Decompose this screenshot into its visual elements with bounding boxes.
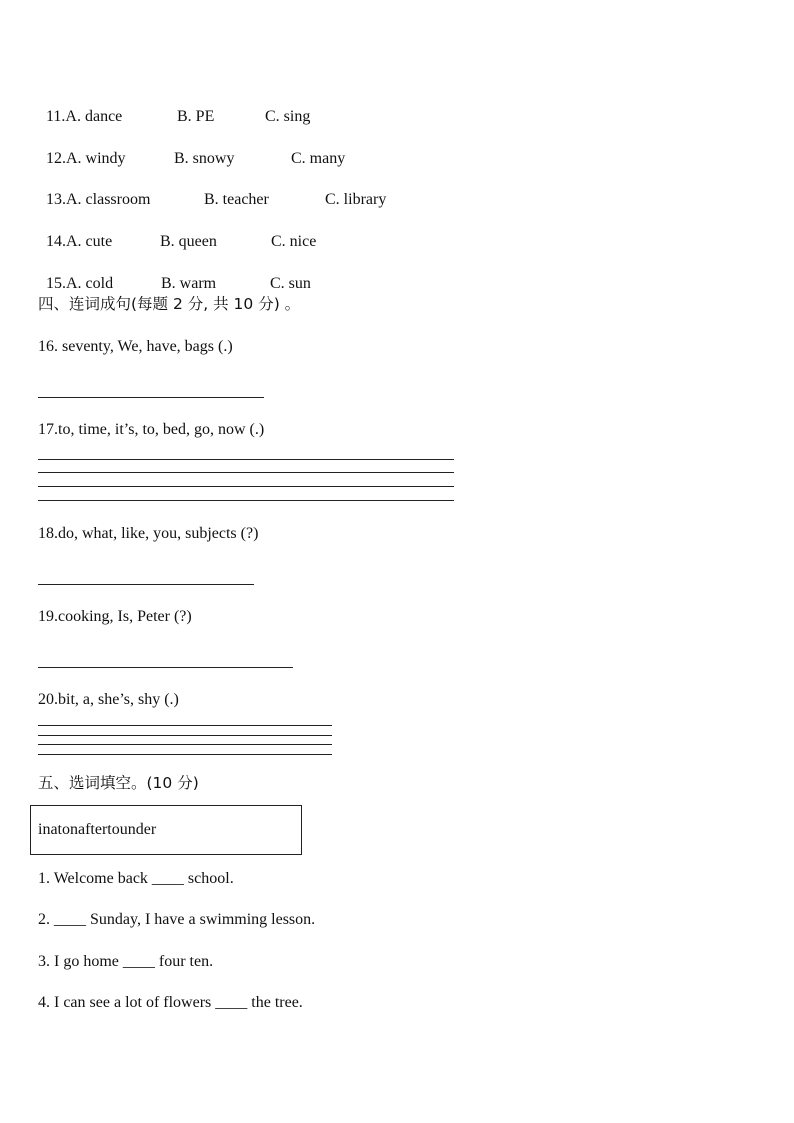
fill-item-4: 4. I can see a lot of flowers ____ the tree.: [38, 994, 303, 1011]
option-a: A. classroom: [66, 191, 151, 208]
sentence-item-18: 18.do, what, like, you, subjects (?): [38, 525, 259, 542]
sentence-item-17: 17.to, time, it’s, to, bed, go, now (.): [38, 421, 265, 438]
question-number: 13.: [46, 191, 66, 208]
question-11: [38, 87, 311, 127]
question-15: [38, 254, 311, 294]
question-number: 14.: [46, 233, 66, 250]
option-c: C. nice: [271, 233, 317, 250]
answer-line: [38, 725, 332, 726]
answer-line: [38, 486, 454, 487]
answer-line: [38, 735, 332, 736]
option-b: B. snowy: [174, 150, 235, 167]
question-14: [38, 212, 317, 252]
answer-line: [38, 500, 454, 501]
question-13: [38, 170, 387, 210]
fill-item-3: 3. I go home ____ four ten.: [38, 953, 214, 970]
section-5-title: 五、选词填空。(10 分): [38, 774, 199, 792]
question-number: 15.: [46, 275, 66, 292]
fill-item-2: 2. ____ Sunday, I have a swimming lesson.: [38, 911, 316, 928]
answer-line: [38, 744, 332, 745]
question-number: 12.: [46, 150, 66, 167]
option-c: C. sing: [265, 108, 311, 125]
question-number: 11.: [46, 108, 66, 125]
option-b: B. queen: [160, 233, 217, 250]
option-b: B. PE: [177, 108, 215, 125]
option-b: B. warm: [161, 275, 217, 292]
word-box-text: inatonaftertounder: [38, 821, 157, 838]
option-c: C. many: [291, 150, 346, 167]
answer-line: [38, 459, 454, 460]
option-a: A. cute: [66, 233, 113, 250]
option-a: A. dance: [65, 108, 123, 125]
section-4-title: 四、连词成句(每题 2 分, 共 10 分) 。: [38, 295, 301, 313]
answer-line: [38, 472, 454, 473]
option-c: C. sun: [270, 275, 311, 292]
answer-line: [38, 584, 254, 585]
answer-line: [38, 397, 264, 398]
sentence-item-20: 20.bit, a, she’s, shy (.): [38, 691, 179, 708]
answer-line: [38, 667, 293, 668]
option-a: A. windy: [66, 150, 126, 167]
answer-line: [38, 754, 332, 755]
word-box: [30, 805, 302, 855]
question-12: [38, 129, 346, 169]
option-b: B. teacher: [204, 191, 269, 208]
sentence-item-16: 16. seventy, We, have, bags (.): [38, 338, 233, 355]
fill-item-1: 1. Welcome back ____ school.: [38, 870, 234, 887]
option-a: A. cold: [66, 275, 114, 292]
option-c: C. library: [325, 191, 387, 208]
sentence-item-19: 19.cooking, Is, Peter (?): [38, 608, 192, 625]
